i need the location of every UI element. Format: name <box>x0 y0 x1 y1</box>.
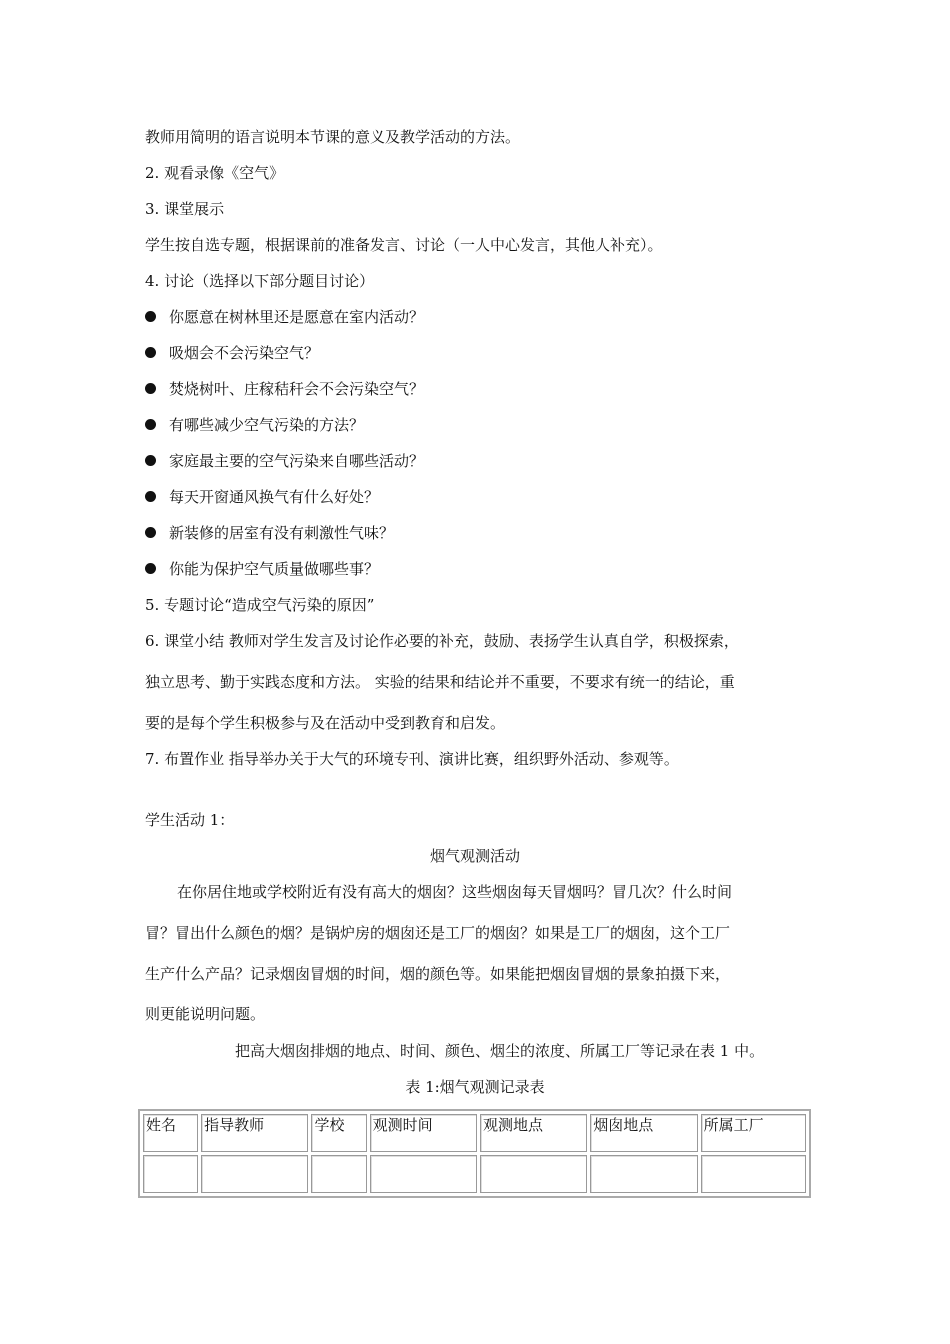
step-7: 7. 布置作业 指导举办关于大气的环境专刊、演讲比赛，组织野外活动、参观等。 <box>145 750 679 768</box>
table-cell[interactable] <box>311 1155 366 1193</box>
activity-paragraph-line1: 在你居住地或学校附近有没有高大的烟囱？这些烟囱每天冒烟吗？冒几次？什么时间 <box>177 883 733 901</box>
step-4: 4. 讨论（选择以下部分题目讨论） <box>145 272 375 290</box>
bullet-text: 每天开窗通风换气有什么好处？ <box>169 488 380 506</box>
bullet-text: 焚烧树叶、庄稼秸秆会不会污染空气？ <box>169 380 425 398</box>
bullet-item <box>145 379 424 399</box>
bullet-item <box>145 415 364 435</box>
activity-paragraph-line3: 生产什么产品？记录烟囱冒烟的时间，烟的颜色等。如果能把烟囱冒烟的景象拍摄下来， <box>145 965 731 983</box>
bullet-text: 你愿意在树林里还是愿意在室内活动？ <box>169 308 425 326</box>
bullet-item <box>145 451 424 471</box>
step-6-line1: 6. 课堂小结 教师对学生发言及讨论作必要的补充，鼓励、表扬学生认真自学，积极探索， <box>145 632 739 650</box>
step-3-detail: 学生按自选专题，根据课前的准备发言、讨论（一人中心发言，其他人补充）。 <box>145 236 663 254</box>
intro-text: 教师用简明的语言说明本节课的意义及教学活动的方法。 <box>145 128 521 146</box>
activity-paragraph-line4: 则更能说明问题。 <box>145 1005 266 1023</box>
step-5: 5. 专题讨论“造成空气污染的原因” <box>145 596 375 614</box>
bullet-text: 新装修的居室有没有刺激性气味？ <box>169 524 395 542</box>
step-6-line2: 独立思考、勤于实践态度和方法。 实验的结果和结论并不重要，不要求有统一的结论，重 <box>145 673 735 691</box>
step-2: 2. 观看录像《空气》 <box>145 164 285 182</box>
bullet-icon <box>145 527 156 538</box>
bullet-icon <box>145 563 156 574</box>
bullet-item <box>145 559 379 579</box>
header-factory: 所属工厂 <box>701 1114 806 1152</box>
header-name: 姓名 <box>143 1114 198 1152</box>
bullet-text: 家庭最主要的空气污染来自哪些活动？ <box>169 452 425 470</box>
step-3: 3. 课堂展示 <box>145 200 225 218</box>
bullet-icon <box>145 383 156 394</box>
bullet-icon <box>145 455 156 466</box>
table-caption: 表 1:烟气观测记录表 <box>405 1078 545 1096</box>
header-chimney-location: 烟囱地点 <box>590 1114 697 1152</box>
table-row <box>143 1155 806 1193</box>
bullet-icon <box>145 311 156 322</box>
header-location: 观测地点 <box>480 1114 587 1152</box>
table-cell[interactable] <box>701 1155 806 1193</box>
bullet-item <box>145 487 379 507</box>
table-cell[interactable] <box>201 1155 308 1193</box>
header-time: 观测时间 <box>370 1114 477 1152</box>
header-school: 学校 <box>311 1114 366 1152</box>
bullet-item <box>145 343 319 363</box>
activity-label: 学生活动 1： <box>145 811 235 829</box>
step-6-line3: 要的是每个学生积极参与及在活动中受到教育和启发。 <box>145 714 506 732</box>
activity-paragraph-line2: 冒？冒出什么颜色的烟？是锅炉房的烟囱还是工厂的烟囱？如果是工厂的烟囱，这个工厂 <box>145 924 731 942</box>
bullet-text: 有哪些减少空气污染的方法？ <box>169 416 365 434</box>
bullet-text: 吸烟会不会污染空气？ <box>169 344 320 362</box>
bullet-icon <box>145 419 156 430</box>
bullet-item <box>145 523 394 543</box>
record-instruction: 把高大烟囱排烟的地点、时间、颜色、烟尘的浓度、所属工厂等记录在表 1 中。 <box>235 1042 765 1060</box>
table-header-row <box>143 1114 806 1152</box>
bullet-icon <box>145 491 156 502</box>
bullet-icon <box>145 347 156 358</box>
table-cell[interactable] <box>480 1155 587 1193</box>
header-teacher: 指导教师 <box>201 1114 308 1152</box>
bullet-item <box>145 307 424 327</box>
activity-title: 烟气观测活动 <box>429 847 520 865</box>
observation-record-table <box>138 1109 811 1198</box>
table-cell[interactable] <box>370 1155 477 1193</box>
table-cell[interactable] <box>590 1155 697 1193</box>
bullet-text: 你能为保护空气质量做哪些事？ <box>169 560 380 578</box>
table-cell[interactable] <box>143 1155 198 1193</box>
